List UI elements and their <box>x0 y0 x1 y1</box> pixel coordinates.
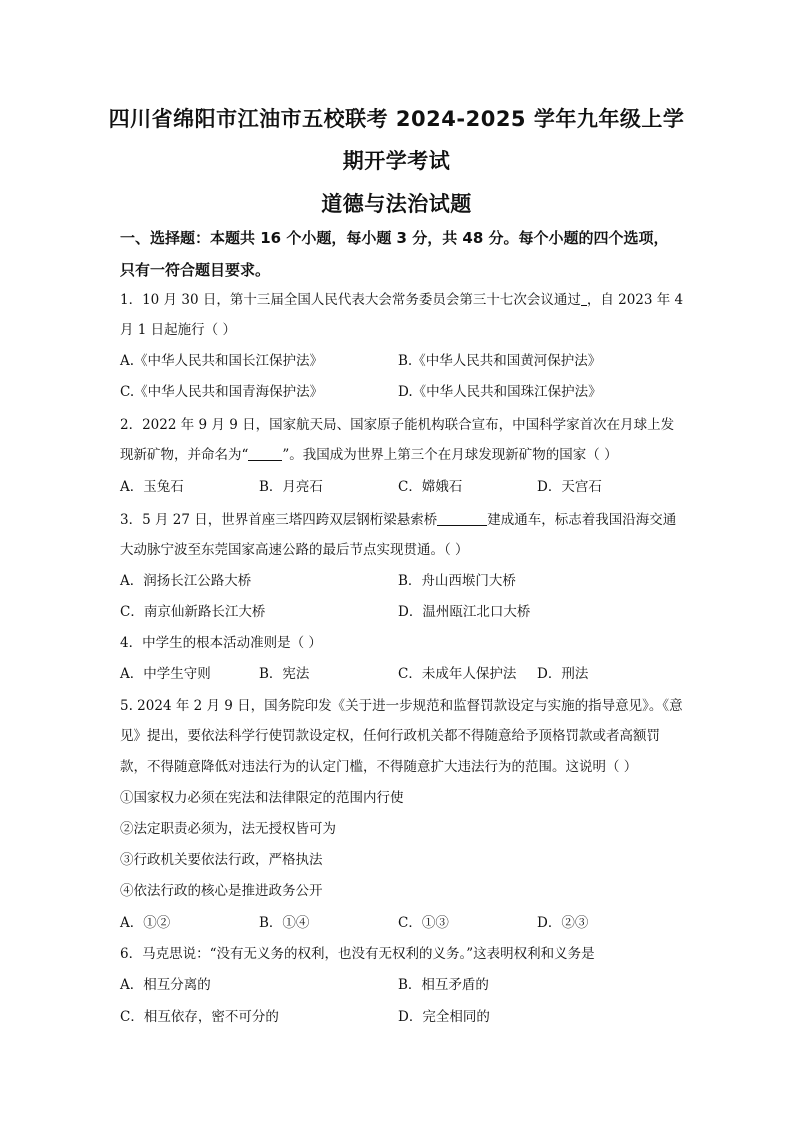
q1-stem-line1: 1．10 月 30 日，第十三届全国人民代表大会常务委员会第三十七次会议通过 ，自 2023 年 4 <box>120 292 684 308</box>
section-heading-line2: 只有一符合题目要求。 <box>120 261 271 279</box>
q5-statement-3: ③行政机关要依法行政，严格执法 <box>120 852 323 868</box>
q4-stem: 4．中学生的根本活动准则是（ ） <box>120 635 322 651</box>
q6-option-d: D．完全相同的 <box>398 1009 490 1025</box>
q4-option-b: B．宪法 <box>259 666 310 682</box>
answer-blank <box>248 446 282 461</box>
q2-stem-line2: 现新矿物，并命名为“ ”。我国成为世界上第三个在月球发现新矿物的国家（ ） <box>120 447 618 463</box>
q3-option-a: A．润扬长江公路大桥 <box>120 573 252 589</box>
q5-option-b: B．①④ <box>259 915 310 931</box>
q6-stem: 6．马克思说：“没有无义务的权利，也没有无权利的义务。”这表明权利和义务是 <box>120 946 595 962</box>
q5-option-d: D．②③ <box>537 915 589 931</box>
q5-statement-1: ①国家权力必须在宪法和法律限定的范围内行使 <box>120 790 404 806</box>
subject-title: 道德与法治试题 <box>321 192 472 216</box>
q6-option-c: C．相互依存，密不可分的 <box>120 1009 279 1025</box>
q3-option-c: C．南京仙新路长江大桥 <box>120 604 266 620</box>
q6-option-b: B．相互矛盾的 <box>398 977 489 993</box>
q4-option-c: C．未成年人保护法 <box>398 666 517 682</box>
section-heading-line1: 一、选择题：本题共 16 个小题，每小题 3 分，共 48 分。每个小题的四个选项， <box>120 229 669 247</box>
q1-stem-line2: 月 1 日起施行（ ） <box>120 322 236 338</box>
q1-option-c: C.《中华人民共和国青海保护法》 <box>120 384 324 400</box>
q5-stem-line2: 见》提出，要依法科学行使罚款设定权，任何行政机关都不得随意给予顶格罚款或者高额罚 <box>120 728 660 744</box>
q2-option-b: B．月亮石 <box>259 479 323 495</box>
exam-title-line1: 四川省绵阳市江油市五校联考 2024-2025 学年九年级上学 <box>108 107 685 131</box>
q2-option-a: A．玉兔石 <box>120 479 184 495</box>
q1-option-b: B.《中华人民共和国黄河保护法》 <box>398 353 602 369</box>
q1-option-d: D.《中华人民共和国珠江保护法》 <box>398 384 602 400</box>
exam-title-line2: 期开学考试 <box>342 149 451 173</box>
q5-statement-4: ④依法行政的核心是推进政务公开 <box>120 883 323 899</box>
q3-stem-line1: 3．5 月 27 日，世界首座三塔四跨双层钢桁梁悬索桥 建成通车，标志着我国沿海交通 <box>120 512 677 528</box>
q2-option-c: C．嫦娥石 <box>398 479 463 495</box>
q5-option-c: C．①③ <box>398 915 449 931</box>
q1-option-a: A.《中华人民共和国长江保护法》 <box>120 353 324 369</box>
q2-option-d: D．天宫石 <box>537 479 602 495</box>
answer-blank <box>437 511 487 526</box>
q5-stem-line1: 5. 2024 年 2 月 9 日，国务院印发《关于进一步规范和监督罚款设定与实施的指导意见》。《意 <box>120 698 683 714</box>
q4-option-d: D．刑法 <box>537 666 589 682</box>
q4-option-a: A．中学生守则 <box>120 666 211 682</box>
q6-option-a: A．相互分离的 <box>120 977 211 993</box>
q5-option-a: A．①② <box>120 915 171 931</box>
q3-option-d: D．温州瓯江北口大桥 <box>398 604 531 620</box>
q5-stem-line3: 款，不得随意降低对违法行为的认定门槛，不得随意扩大违法行为的范围。这说明（ ） <box>120 759 638 775</box>
q5-statement-2: ②法定职责必须为，法无授权皆可为 <box>120 821 336 837</box>
q3-option-b: B．舟山西堠门大桥 <box>398 573 516 589</box>
q3-stem-line2: 大动脉宁波至东莞国家高速公路的最后节点实现贯通。（ ） <box>120 542 469 558</box>
q2-stem-line1: 2．2022 年 9 月 9 日，国家航天局、国家原子能机构联合宣布，中国科学家首次在月球上发 <box>120 417 675 433</box>
